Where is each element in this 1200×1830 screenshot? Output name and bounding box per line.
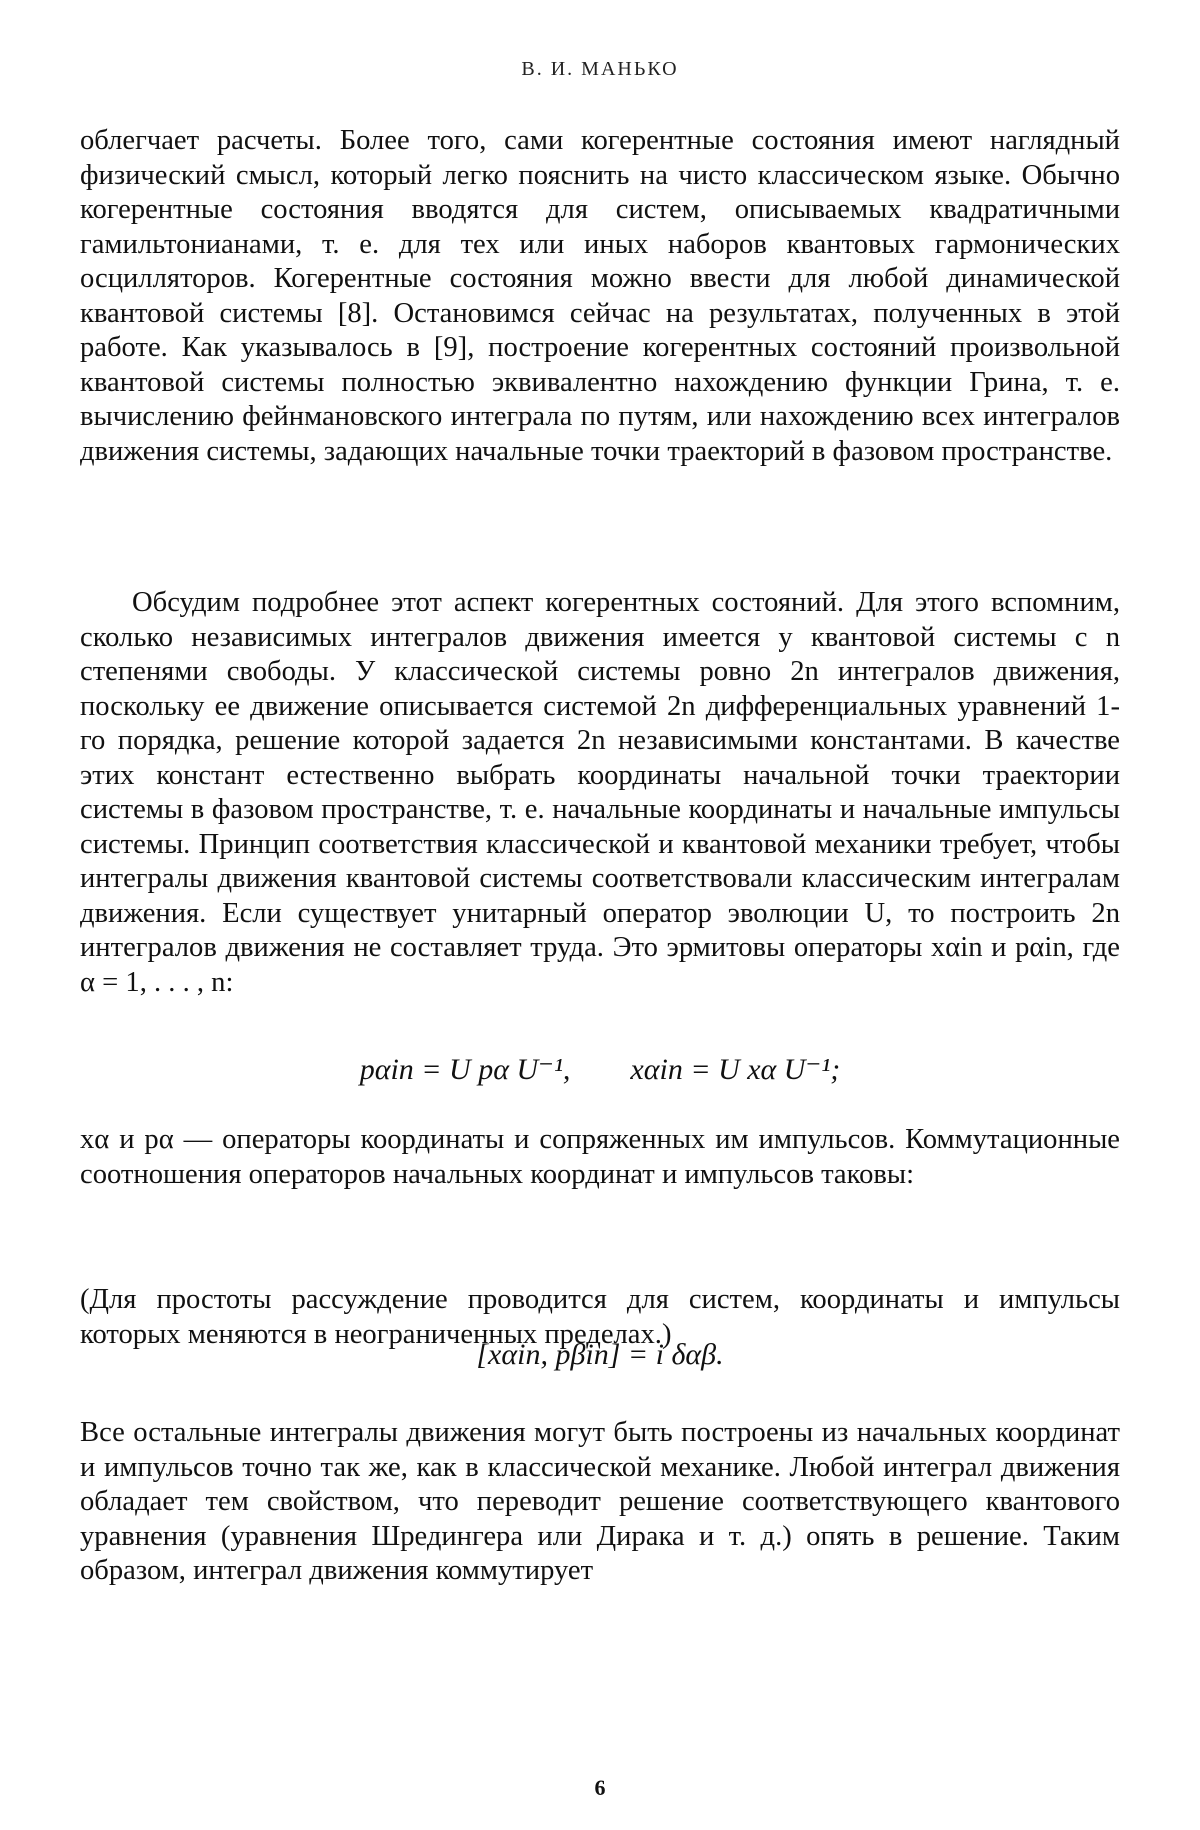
paragraph-4-text: (Для простоты рассуждение проводится для систем, координаты и импульсы которых меняются в неограниченных пределах.) [80, 1284, 1120, 1350]
running-header: В. И. МАНЬКО [521, 58, 679, 80]
paragraph-3-text: xα и pα — операторы координаты и сопряженных им импульсов. Коммутационные соотношения операторов начальных координат и импульсов таковы: [80, 1124, 1120, 1190]
paragraph-2 [80, 586, 1120, 1000]
paragraph-1 [80, 124, 1120, 469]
paragraph-5 [80, 1416, 1120, 1589]
equation-initial-operators: pαin = U pα U⁻¹, xαin = U xα U⁻¹; [359, 1053, 841, 1086]
paragraph-5-text: Все остальные интегралы движения могут быть построены из начальных координат и импульсов точно так же, как в классической механике. Любой интеграл движения обладает тем свойством, что переводит решение соответствующего квантового уравнения (уравнения Шредингера или Дирака и т. д.) опять в решение. Таким образом, интеграл движения коммутирует [80, 1417, 1120, 1586]
paragraph-3 [80, 1123, 1120, 1192]
page-number: 6 [594, 1775, 606, 1800]
equation-commutator: [xαin, pβin] = i δαβ. [476, 1338, 724, 1371]
paragraph-2-text: Обсудим подробнее этот аспект когерентных состояний. Для этого вспомним, сколько независимых интегралов движения имеется у квантовой системы с n степенями свободы. У классической системы ровно 2n интегралов движения, поскольку ее движение описывается системой 2n дифференциальных уравнений 1-го порядка, решение которой задается 2n независимыми константами. В качестве этих констант естественно выбрать координаты начальной точки траектории системы в фазовом пространстве, т. е. начальные координаты и начальные импульсы системы. Принцип соответствия классической и квантовой механики требует, чтобы интегралы движения квантовой системы соответствовали классическим интегралам движения. Если существует унитарный оператор эволюции U, то построить 2n интегралов движения не составляет труда. Это эрмитовы операторы xαin и pαin, где α = 1, . . . , n: [80, 587, 1120, 998]
paragraph-4 [80, 1283, 1120, 1352]
paragraph-1-text: облегчает расчеты. Более того, сами когерентные состояния имеют наглядный физический смысл, который легко пояснить на чисто классическом языке. Обычно когерентные состояния вводятся для систем, описываемых квадратичными гамильтонианами, т. е. для тех или иных наборов квантовых гармонических осцилляторов. Когерентные состояния можно ввести для любой динамической квантовой системы [8]. Остановимся сейчас на результатах, полученных в этой работе. Как указывалось в [9], построение когерентных состояний произвольной квантовой системы полностью эквивалентно нахождению функции Грина, т. е. вычислению фейнмановского интеграла по путям, или нахождению всех интегралов движения системы, задающих начальные точки траекторий в фазовом пространстве. [80, 125, 1120, 467]
